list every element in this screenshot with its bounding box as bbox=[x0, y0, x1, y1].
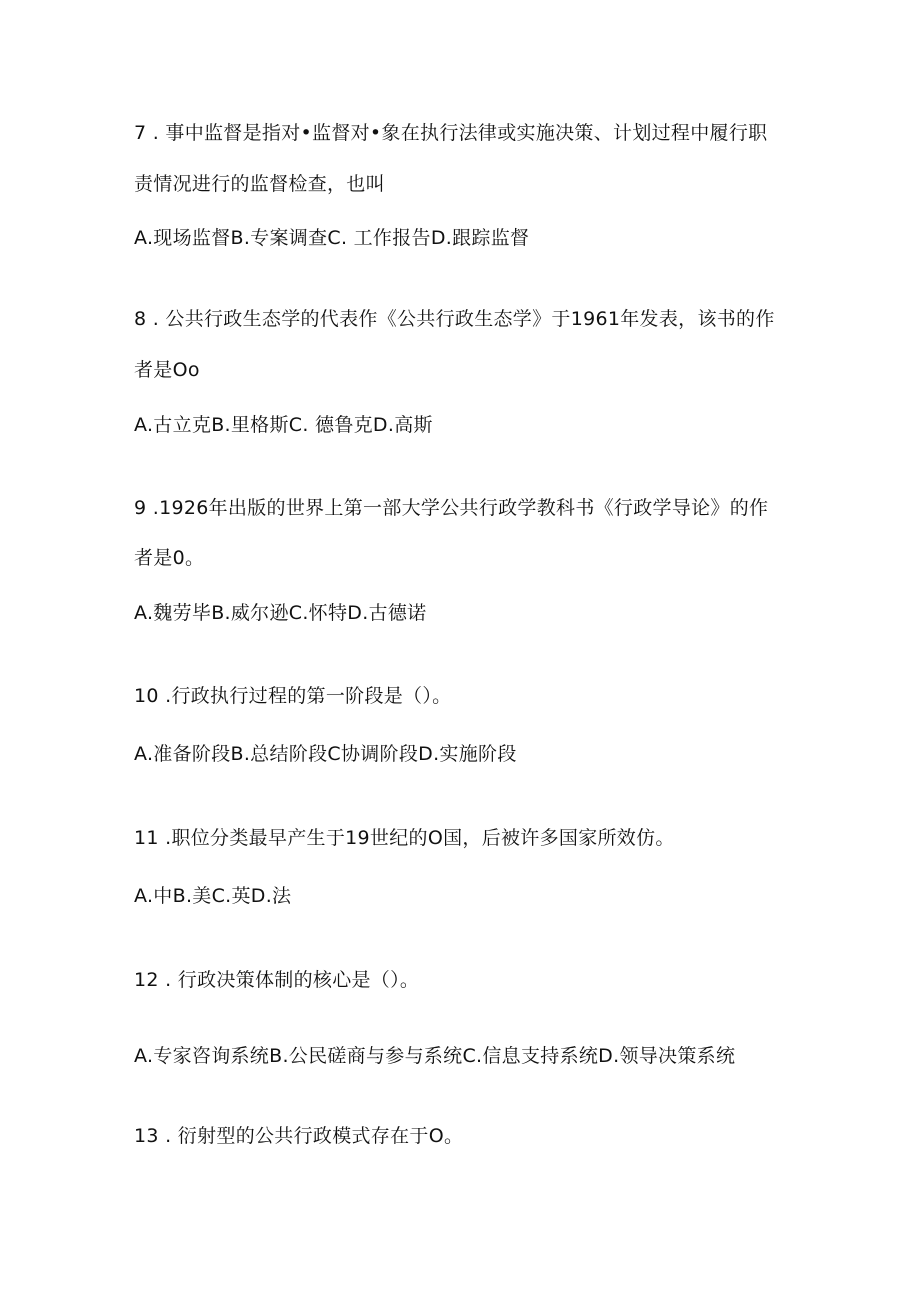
question-13-text: 13 . 衍射型的公共行政模式存在于O。 bbox=[134, 1125, 464, 1147]
question-9-options: A.魏劳毕B.威尔逊C.怀特D.古德诺 bbox=[134, 602, 427, 624]
question-9-text-line-1: 9 .1926年出版的世界上第一部大学公共行政学教科书《行政学导论》的作 bbox=[134, 497, 769, 519]
question-12-options: A.专家咨询系统B.公民磋商与参与系统C.信息支持系统D.领导决策系统 bbox=[134, 1045, 736, 1067]
question-7-options: A.现场监督B.专案调查C. 工作报告D.跟踪监督 bbox=[134, 227, 530, 249]
question-11-text: 11 .职位分类最早产生于19世纪的O国，后被许多国家所效仿。 bbox=[134, 827, 675, 849]
question-9-text-line-2: 者是0。 bbox=[134, 547, 205, 569]
question-7-text-line-2: 责情况进行的监督检查，也叫 bbox=[134, 173, 385, 195]
question-8-options: A.古立克B.里格斯C. 德鲁克D.高斯 bbox=[134, 414, 433, 436]
question-10-options: A.准备阶段B.总结阶段C协调阶段D.实施阶段 bbox=[134, 743, 517, 765]
question-11-options: A.中B.美C.英D.法 bbox=[134, 885, 292, 907]
question-8-text-line-2: 者是Oo bbox=[134, 359, 200, 381]
question-7-text-line-1: 7 . 事中监督是指对•监督对•象在执行法律或实施决策、计划过程中履行职 bbox=[134, 122, 768, 144]
question-12-text: 12 . 行政决策体制的核心是（）。 bbox=[134, 969, 420, 991]
question-10-text: 10 .行政执行过程的第一阶段是（）。 bbox=[134, 685, 452, 707]
question-8-text-line-1: 8 . 公共行政生态学的代表作《公共行政生态学》于1961年发表，该书的作 bbox=[134, 308, 775, 330]
